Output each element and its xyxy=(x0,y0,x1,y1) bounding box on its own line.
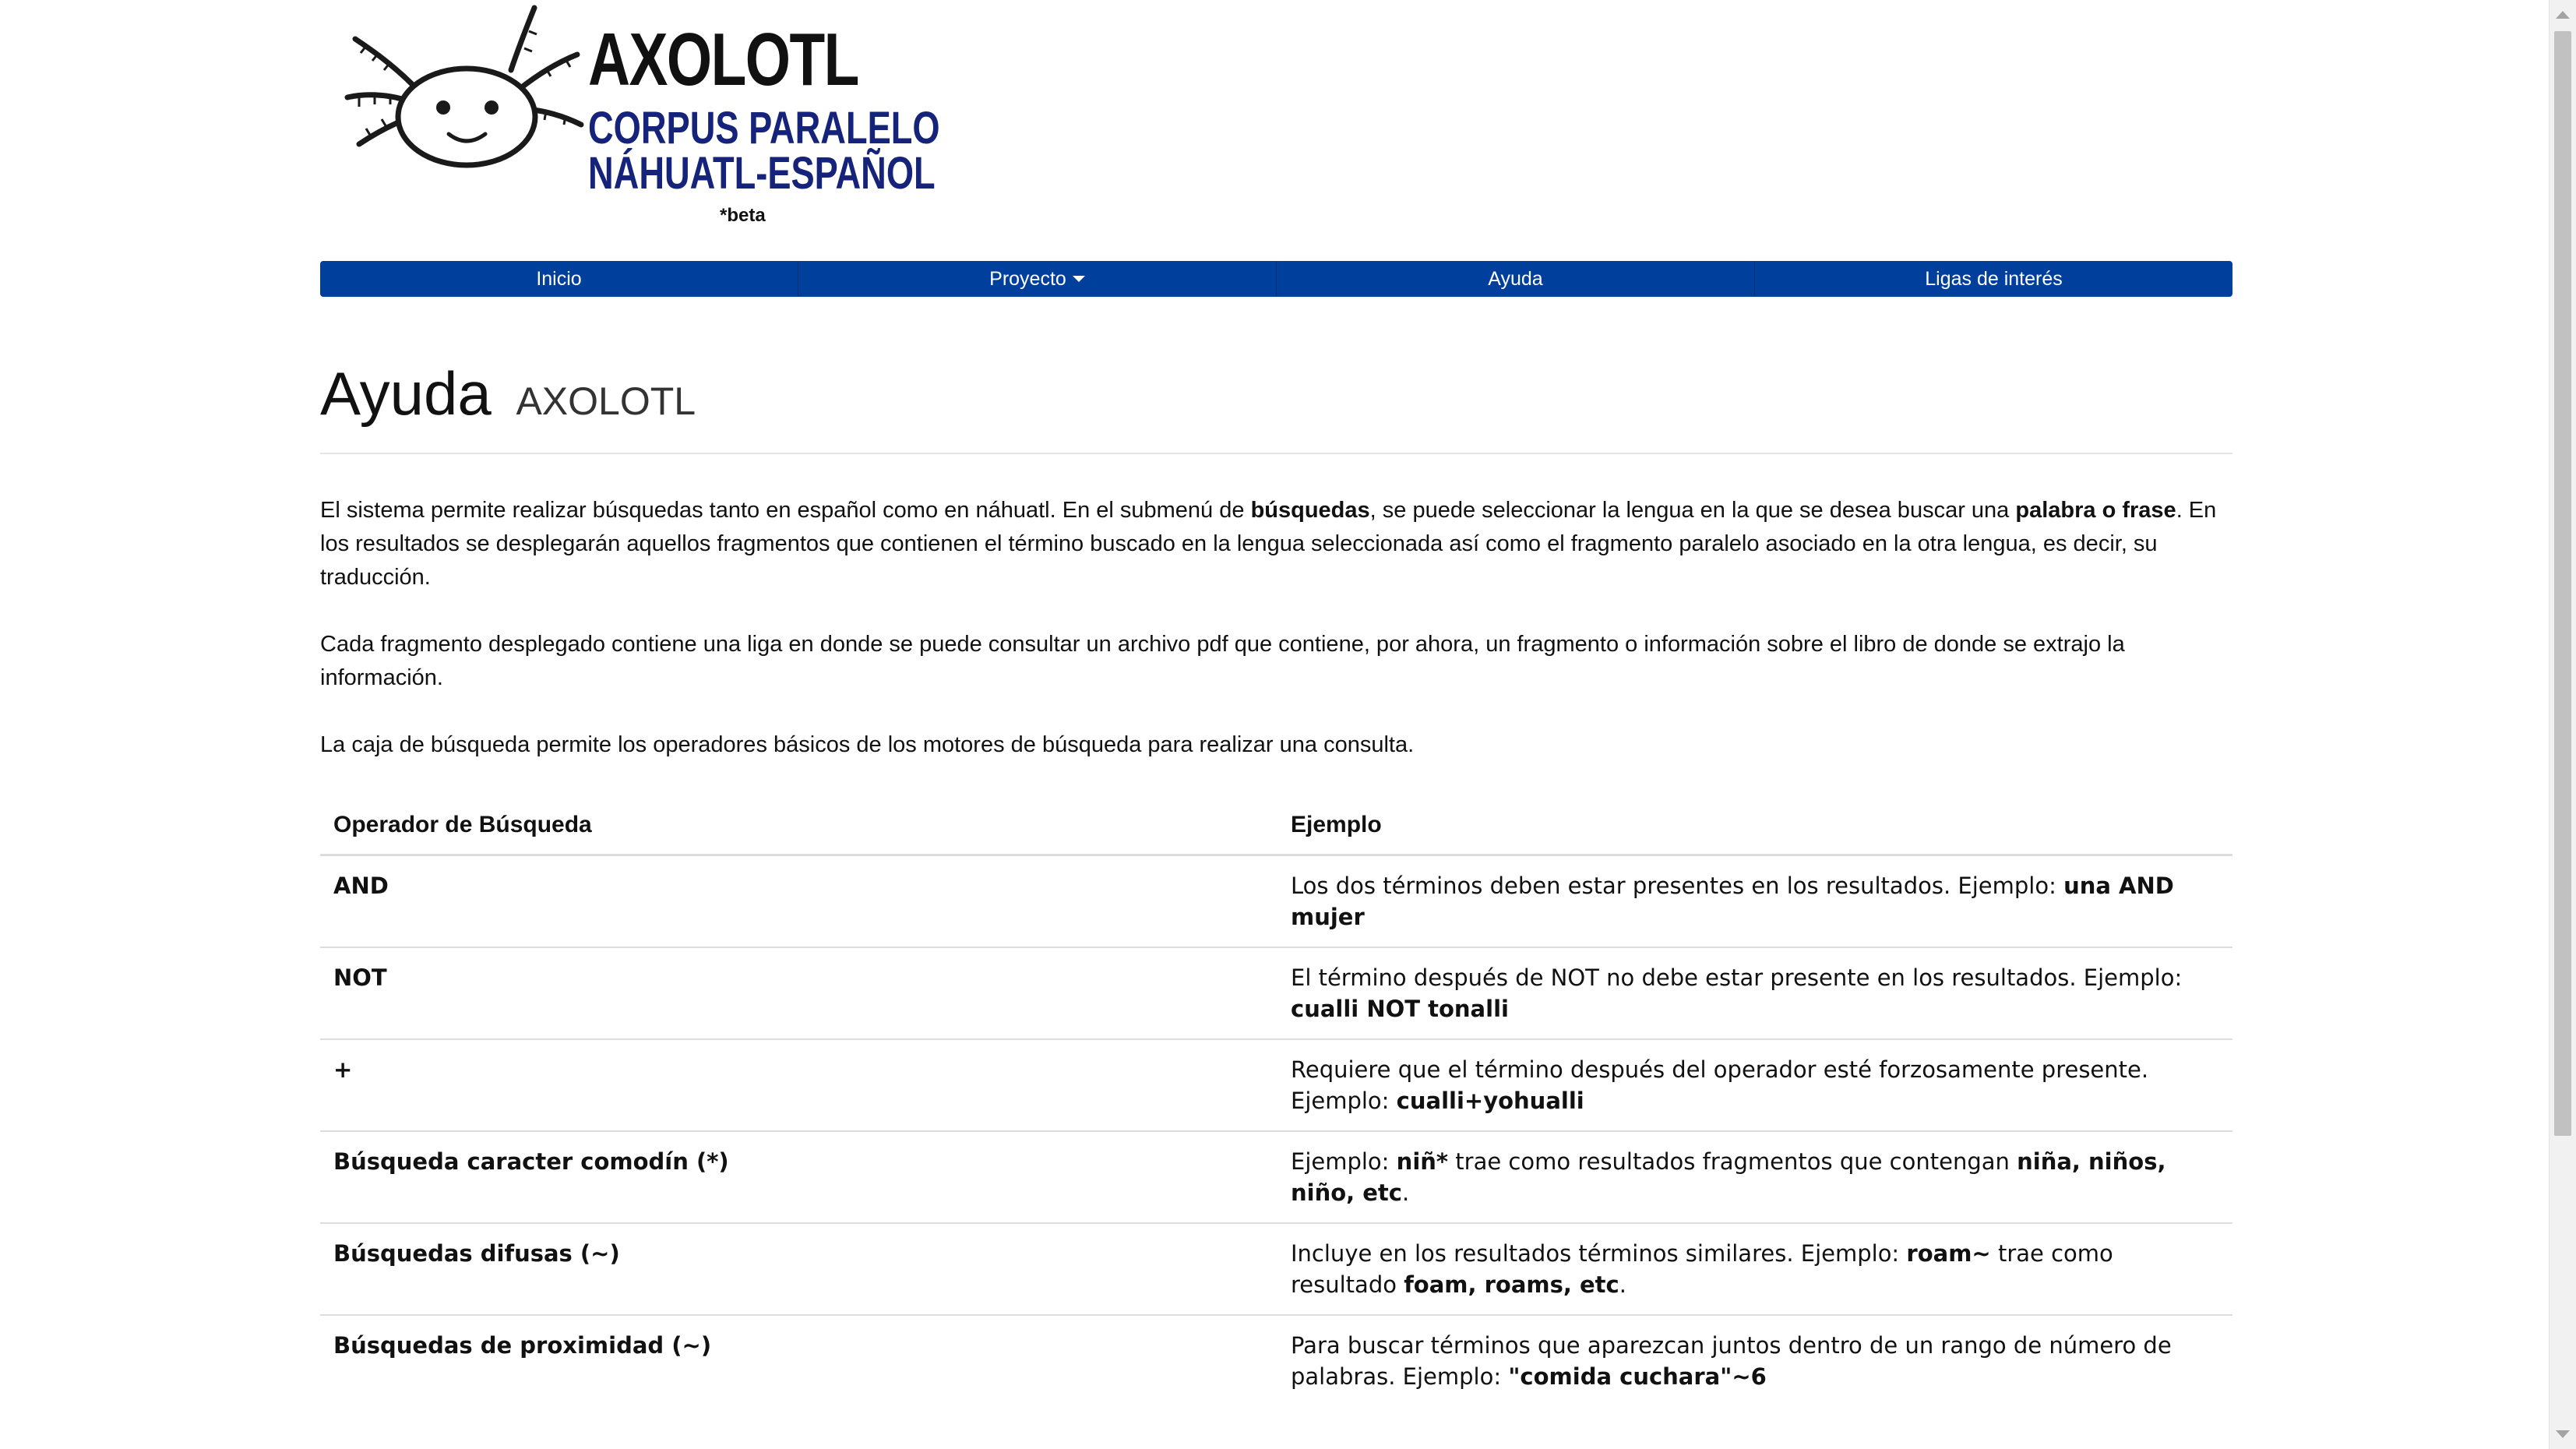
example-bold-text: cualli+yohualli xyxy=(1396,1088,1584,1114)
nav-item-ayuda[interactable] xyxy=(1277,261,1755,297)
example-bold-text: una AND mujer xyxy=(1291,873,2174,930)
example-text: Incluye en los resultados términos similares. Ejemplo: xyxy=(1291,1240,1907,1267)
nav-item-label: Ayuda xyxy=(1488,267,1543,290)
brand-subtitle xyxy=(588,103,940,199)
bold-text: palabra o frase xyxy=(2015,498,2176,523)
bold-text: búsquedas xyxy=(1250,498,1370,523)
table-row xyxy=(320,855,2232,948)
page-title-text: Ayuda xyxy=(320,359,492,428)
page-container xyxy=(320,0,2232,1390)
scrollbar-thumb[interactable] xyxy=(2554,31,2571,1136)
example-text: Requiere que el término después del operador esté forzosamente presente. Ejemplo: xyxy=(1291,1056,2149,1114)
operator-cell: AND xyxy=(333,873,389,899)
example-bold-text: niñ* xyxy=(1396,1148,1449,1175)
intro-paragraph-1 xyxy=(320,494,2232,594)
text-span: El sistema permite realizar búsquedas tanto en español como en náhuatl. En el submenú de xyxy=(320,498,1251,523)
nav-item-ligas[interactable] xyxy=(1755,261,2232,297)
page-header xyxy=(320,358,2232,454)
brand-subtitle-line1: CORPUS PARALELO xyxy=(588,103,940,153)
example-text: El término después de NOT no debe estar presente en los resultados. Ejemplo: xyxy=(1291,964,2183,991)
nav-item-proyecto[interactable] xyxy=(798,261,1277,297)
intro-paragraph-3: La caja de búsqueda permite los operadores básicos de los motores de búsqueda para realizar una consulta. xyxy=(320,732,1415,757)
example-bold-text: cualli NOT tonalli xyxy=(1291,996,1509,1022)
table-row xyxy=(320,1131,2232,1223)
clipped-next-paragraph xyxy=(320,1432,326,1449)
example-bold-text: "comida cuchara"~6 xyxy=(1508,1363,1767,1390)
nav-item-label: Ligas de interés xyxy=(1925,267,2063,290)
operator-cell: Búsqueda caracter comodín (*) xyxy=(320,1131,1277,1223)
example-cell xyxy=(1277,947,2232,1039)
column-header-operator: Operador de Búsqueda xyxy=(320,795,1277,855)
nav-item-label: Proyecto xyxy=(989,267,1066,290)
help-content xyxy=(320,494,2232,795)
axolotl-logo-icon xyxy=(344,0,601,187)
operator-cell: + xyxy=(320,1039,1277,1131)
text-span: , se puede seleccionar la lengua en la que se desea buscar una xyxy=(1369,498,2016,523)
nav-item-label: Inicio xyxy=(536,267,582,290)
brand-title: AXOLOTL xyxy=(588,18,858,101)
nav-item-inicio[interactable] xyxy=(320,261,798,297)
table-row xyxy=(320,1039,2232,1131)
example-text: Ejemplo: xyxy=(1291,1148,1397,1175)
example-text: Los dos términos deben estar presentes en los resultados. Ejemplo: xyxy=(1291,873,2064,899)
operator-cell: Búsquedas de proximidad (~) xyxy=(320,1315,1277,1406)
text-span: . En los resultados se desplegarán aquellos fragmentos que contienen el término buscado en la lengua seleccionada así como el fragmento paralelo asociado en la otra lengua, es decir, su traducción. xyxy=(320,498,2217,590)
operators-table xyxy=(320,795,2232,1406)
scroll-down-arrow-icon[interactable] xyxy=(2556,1430,2570,1438)
intro-paragraph-2: Cada fragmento desplegado contiene una liga en donde se puede consultar un archivo pdf que contiene, por ahora, un fragmento o información sobre el libro de donde se extrajo la información. xyxy=(320,632,2125,690)
example-cell xyxy=(1277,1223,2232,1315)
example-text: Para buscar términos que aparezcan juntos dentro de un rango de número de palabras. Ejemplo: xyxy=(1291,1332,2172,1390)
page-title xyxy=(320,358,2232,429)
example-text: . xyxy=(1402,1179,1410,1206)
example-text: trae como resultado xyxy=(1291,1240,2113,1298)
example-text: . xyxy=(1619,1271,1626,1298)
caret-down-icon xyxy=(1073,276,1085,282)
example-bold-text: roam~ xyxy=(1906,1240,1991,1267)
beta-label: *beta xyxy=(720,205,766,226)
brand-subtitle-line2: NÁHUATL-ESPAÑOL xyxy=(588,148,936,199)
table-row xyxy=(320,1315,2232,1406)
table-row xyxy=(320,947,2232,1039)
main-navbar xyxy=(320,261,2232,297)
table-body xyxy=(320,855,2232,1407)
site-logo[interactable] xyxy=(320,0,2232,234)
operator-cell: Búsquedas difusas (~) xyxy=(320,1223,1277,1315)
page-subtitle: AXOLOTL xyxy=(516,379,696,423)
example-cell xyxy=(1277,1131,2232,1223)
example-cell xyxy=(1277,1039,2232,1131)
operator-cell: NOT xyxy=(320,947,1277,1039)
table-row xyxy=(320,1223,2232,1315)
column-header-example: Ejemplo xyxy=(1277,795,2232,855)
example-bold-text: foam, roams, etc xyxy=(1404,1271,1619,1298)
example-cell xyxy=(1277,855,2232,948)
vertical-scrollbar[interactable] xyxy=(2549,0,2576,1449)
example-bold-text: niña, niños, niño, etc xyxy=(1291,1148,2166,1206)
table-header-row xyxy=(320,795,2232,855)
example-text: trae como resultados fragmentos que contengan xyxy=(1448,1148,2017,1175)
example-cell xyxy=(1277,1315,2232,1406)
scroll-up-arrow-icon[interactable] xyxy=(2556,11,2570,19)
